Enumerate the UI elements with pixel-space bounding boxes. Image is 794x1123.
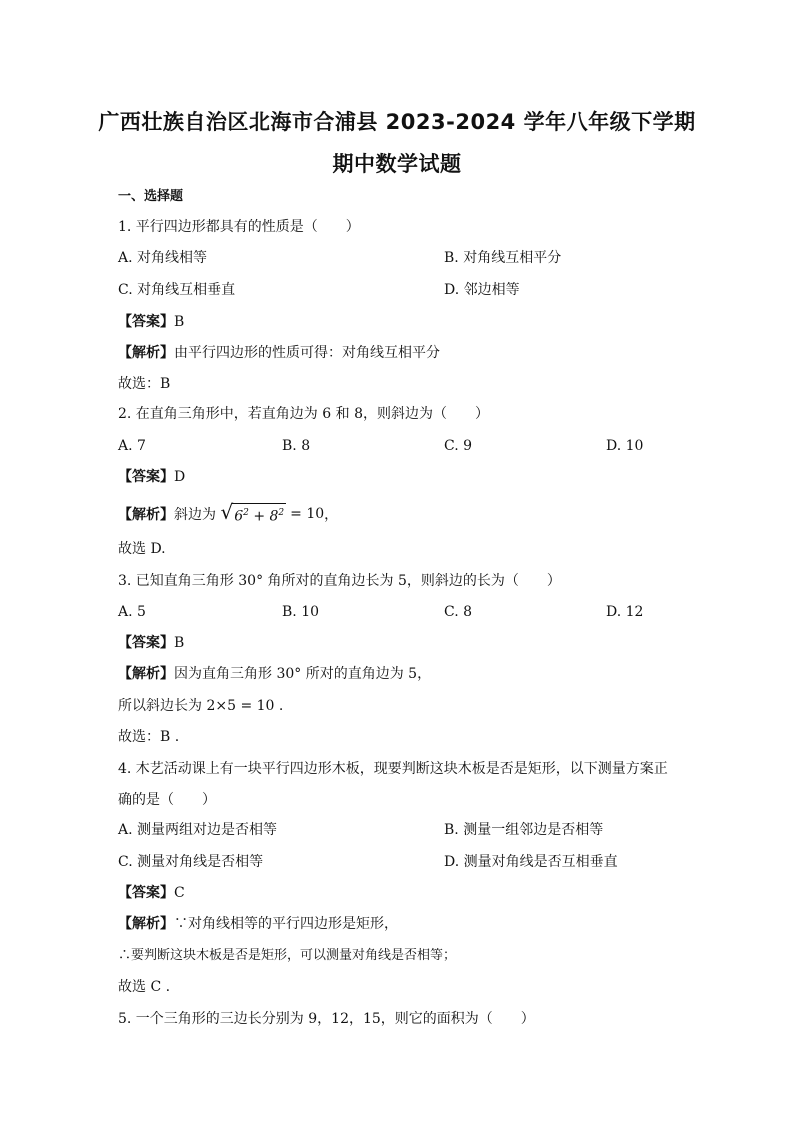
q3-option-c: C. 8 [444, 604, 473, 620]
radical-sign: √ [220, 500, 234, 524]
q4-stem: 4. 木艺活动课上有一块平行四边形木板，现要判断这块木板是否是矩形，以下测量方案正 [118, 761, 668, 777]
q4-stem-2: 确的是（ ） [118, 792, 216, 808]
q1-option-d: D. 邻边相等 [444, 282, 520, 298]
analysis-text: ∵对角线相等的平行四边形是矩形， [174, 916, 398, 932]
q4-option-b: B. 测量一组邻边是否相等 [444, 822, 604, 838]
q4-answer [118, 884, 185, 902]
page-title: 广西壮族自治区北海市合浦县 2023-2024 学年八年级下学期 [98, 110, 696, 134]
q2-option-a: A. 7 [118, 438, 146, 454]
square-root [220, 500, 286, 526]
q1-analysis [118, 344, 440, 362]
q4-option-a: A. 测量两组对边是否相等 [118, 822, 278, 838]
analysis-tag: 【解析】 [118, 507, 174, 523]
q2-stem: 2. 在直角三角形中，若直角边为 6 和 8，则斜边为（ ） [118, 406, 489, 422]
page-subtitle: 期中数学试题 [332, 152, 462, 176]
q3-analysis [118, 665, 431, 683]
analysis-tag: 【解析】 [118, 916, 174, 932]
section-heading: 一、选择题 [118, 189, 184, 204]
q2-analysis [118, 500, 339, 526]
q3-option-b: B. 10 [282, 604, 320, 620]
analysis-text: 因为直角三角形 30° 所对的直角边为 5， [174, 666, 432, 682]
q2-conclusion: 故选 D. [118, 541, 166, 557]
q3-answer [118, 634, 184, 652]
answer-tag: 【答案】 [118, 469, 174, 485]
q3-option-d: D. 12 [606, 604, 644, 620]
analysis-text: 斜边为 [174, 507, 216, 523]
answer-value: B [174, 314, 185, 330]
radicand: $6^2 + 8^2$ [232, 503, 286, 526]
answer-tag: 【答案】 [118, 885, 174, 901]
analysis-tag: 【解析】 [118, 666, 174, 682]
q4-conclusion: 故选 C . [118, 979, 171, 995]
q1-stem: 1. 平行四边形都具有的性质是（ ） [118, 219, 360, 235]
answer-value: D [174, 469, 186, 485]
formula-result: = 10 [290, 506, 325, 523]
q4-analysis-2: ∴要判断这块木板是否是矩形，可以测量对角线是否相等； [118, 948, 457, 963]
q1-option-b: B. 对角线互相平分 [444, 250, 562, 266]
q2-option-d: D. 10 [606, 438, 644, 454]
q1-option-c: C. 对角线互相垂直 [118, 282, 236, 298]
q2-answer [118, 468, 185, 486]
q4-option-d: D. 测量对角线是否互相垂直 [444, 854, 618, 870]
q3-conclusion: 故选：B . [118, 729, 180, 745]
analysis-tag: 【解析】 [118, 345, 174, 361]
q2-option-b: B. 8 [282, 438, 311, 454]
q2-option-c: C. 9 [444, 438, 473, 454]
answer-tag: 【答案】 [118, 635, 174, 651]
answer-tag: 【答案】 [118, 314, 174, 330]
hypotenuse-formula [220, 500, 325, 526]
q1-answer [118, 313, 184, 331]
q5-stem: 5. 一个三角形的三边长分别为 9，12，15，则它的面积为（ ） [118, 1011, 535, 1027]
q3-option-a: A. 5 [118, 604, 146, 620]
q1-option-a: A. 对角线相等 [118, 250, 208, 266]
q3-stem: 3. 已知直角三角形 30° 角所对的直角边长为 5，则斜边的长为（ ） [118, 573, 561, 589]
q4-analysis [118, 915, 398, 933]
q3-analysis-2: 所以斜边长为 2×5 = 10 . [118, 698, 284, 714]
q4-option-c: C. 测量对角线是否相等 [118, 854, 264, 870]
analysis-text: 由平行四边形的性质可得：对角线互相平分 [174, 345, 440, 361]
analysis-suffix: ， [324, 507, 339, 523]
answer-value: B [174, 635, 185, 651]
answer-value: C [174, 885, 185, 901]
q1-conclusion: 故选：B [118, 376, 171, 392]
